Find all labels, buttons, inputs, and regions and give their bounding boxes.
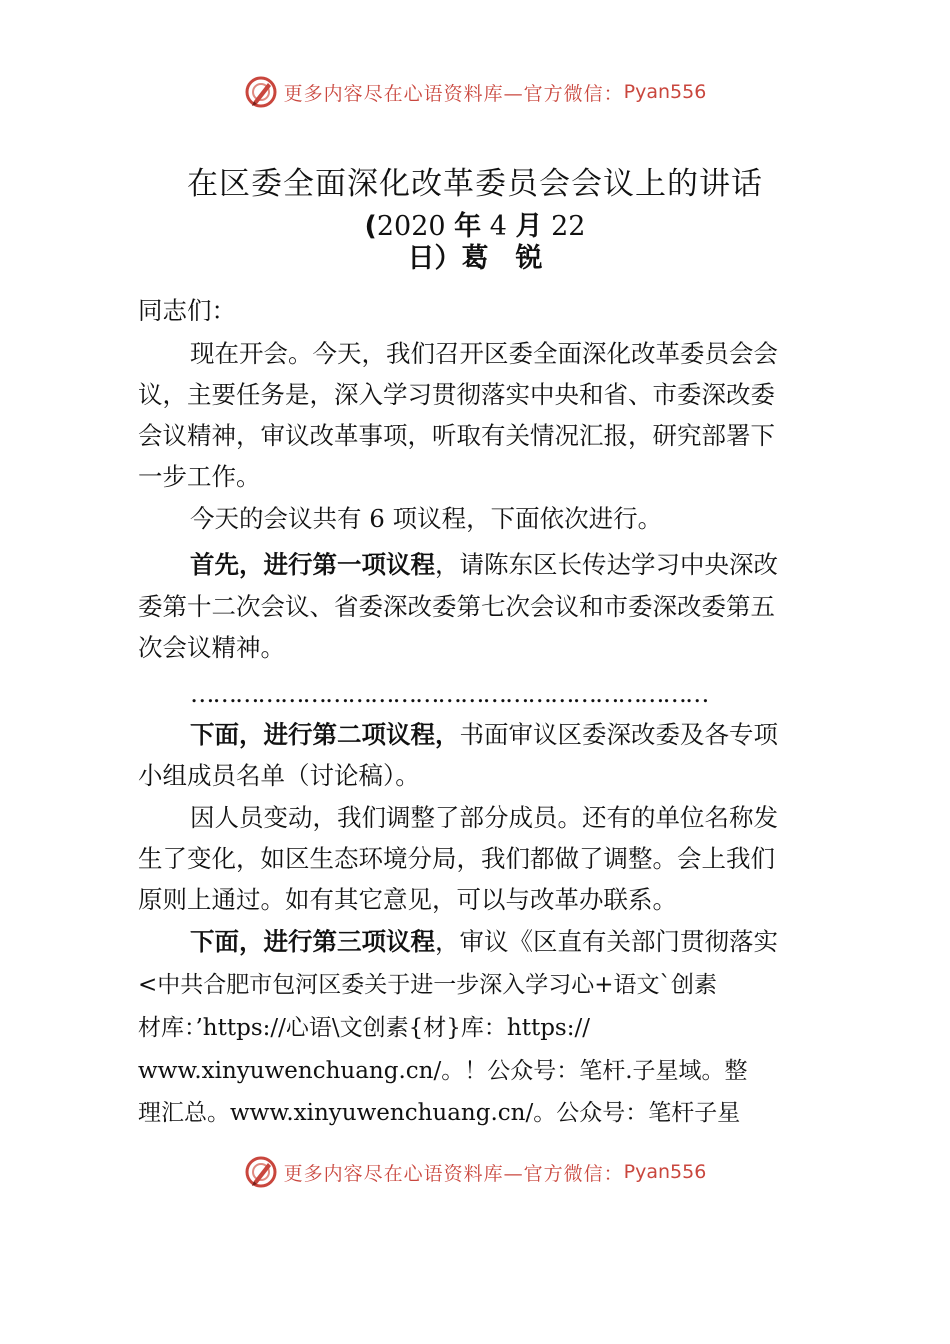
paragraph-1-line: 会议精神，审议改革事项，听取有关情况汇报，研究部署下 — [138, 421, 775, 450]
date-year: 2020 — [376, 211, 446, 242]
pen-logo-icon — [244, 1155, 278, 1189]
agenda-2-heading: 下面，进行第二项议程， — [190, 720, 460, 749]
paragraph-4-line: 小组成员名单（讨论稿）。 — [138, 761, 420, 790]
salutation: 同志们： — [138, 296, 236, 325]
page-title: 在区委全面深化改革委员会会议上的讲话 — [187, 166, 763, 202]
paragraph-1-line: 议，主要任务是，深入学习贯彻落实中央和省、市委深改委 — [138, 380, 775, 409]
paragraph-2: 今天的会议共有 6 项议程，下面依次进行。 — [190, 504, 663, 533]
banner-text: 更多内容尽在心语资料库—官方微信： — [283, 82, 624, 105]
agenda-1-text: ，请陈东区长传达学习中央深改 — [435, 550, 778, 579]
date-year-unit: 年 — [454, 211, 482, 242]
paragraph-4-line — [190, 715, 778, 755]
dotted-separator: …………………………………………………………… — [190, 679, 708, 708]
paragraph-5-line: 生了变化，如区生态环境分局，我们都做了调整。会上我们 — [138, 844, 775, 873]
paragraph-6-line: 材库：’https://心语\文创素{材}库：https:// — [138, 1015, 590, 1041]
agenda-3-heading: 下面，进行第三项议程 — [190, 927, 435, 956]
paragraph-6-line: www.xinyuwenchuang.cn/。！公众号：笔杆.子星域。整 — [138, 1058, 748, 1084]
header-banner — [0, 72, 950, 112]
agenda-1-heading: 首先，进行第一项议程 — [190, 550, 435, 579]
paragraph-3-line — [190, 545, 778, 585]
paragraph-6-line: 理汇总。www.xinyuwenchuang.cn/。公众号：笔杆子星 — [138, 1100, 741, 1126]
banner-text: 更多内容尽在心语资料库—官方微信： — [283, 1162, 624, 1185]
paragraph-6-line — [190, 922, 778, 962]
paragraph-1-line: 现在开会。今天，我们召开区委全面深化改革委员会会 — [190, 339, 778, 368]
paragraph-5-line: 原则上通过。如有其它意见，可以与改革办联系。 — [138, 885, 677, 914]
date-month-unit: 月 — [515, 211, 543, 242]
paragraph-3-line: 次会议精神。 — [138, 633, 285, 662]
agenda-2-text: 书面审议区委深改委及各专项 — [459, 720, 778, 749]
paragraph-1-line: 一步工作。 — [138, 462, 261, 491]
pen-logo-icon — [244, 75, 278, 109]
banner-wechat-id: Pyan556 — [623, 1161, 707, 1183]
paragraph-6-line: <中共合肥市包河区委关于进一步深入学习心+语文`创素 — [138, 972, 718, 998]
paragraph-5-line: 因人员变动，我们调整了部分成员。还有的单位名称发 — [190, 803, 778, 832]
date-month: 4 — [489, 211, 507, 242]
banner-wechat-id: Pyan556 — [623, 81, 707, 103]
date-day: 22 — [551, 211, 586, 242]
footer-banner — [0, 1152, 950, 1192]
date-open-paren: ( — [364, 211, 377, 242]
date-author-line: 日）葛 锐 — [407, 243, 543, 274]
agenda-3-text: ，审议《区直有关部门贯彻落实 — [435, 927, 778, 956]
paragraph-3-line: 委第十二次会议、省委深改委第七次会议和市委深改委第五 — [138, 592, 775, 621]
